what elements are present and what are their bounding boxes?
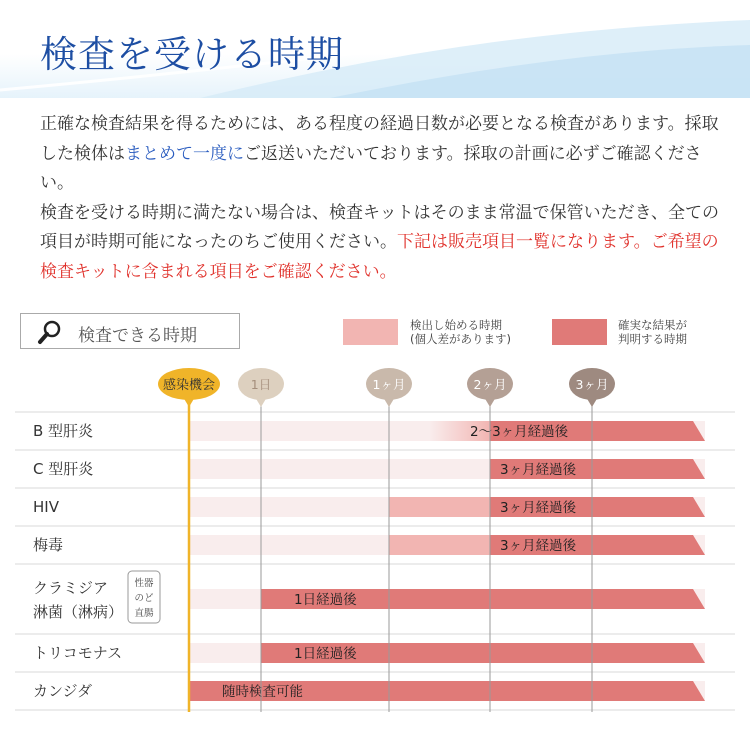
tick-label: 1ヶ月 xyxy=(372,377,406,392)
row-label: 梅毒 xyxy=(33,536,64,554)
bar-label: 3ヶ月経過後 xyxy=(500,538,577,554)
bar-label: 随時検査可能 xyxy=(222,684,303,700)
detect-bar xyxy=(389,535,490,555)
bar-label: 2〜3ヶ月経過後 xyxy=(470,424,569,440)
time-marker-pointer xyxy=(183,397,195,407)
page-title: 検査を受ける時期 xyxy=(40,33,344,76)
time-marker-pointer xyxy=(383,397,395,407)
detect-bar xyxy=(389,497,490,517)
row-label: B 型肝炎 xyxy=(33,422,94,440)
tick-label: 1日 xyxy=(250,377,272,392)
row-label: カンジダ xyxy=(33,682,93,700)
row-label: トリコモナス xyxy=(33,644,123,662)
intro-p2-a: 検査を受ける時期に満たない場合は、検査キットはそのまま常温で保管いただき、全ての項目が時期可能になったのちご使用ください。 xyxy=(40,202,719,252)
period-label: 検査できる時期 xyxy=(78,326,197,346)
row-label: HIV xyxy=(33,498,59,516)
bar-label: 1日経過後 xyxy=(294,646,357,662)
intro-p2-highlight: 下記は販売項目一覧になります。ご希望の検査キットに含まれる項目をご確認ください。 xyxy=(40,232,719,282)
legend-detect-line1: 検出し始める時期 xyxy=(410,318,502,332)
intro-p1-a: 正確な検査結果を得るためには、ある程度の経過日数が必要となる検査があります。採取した検体は xyxy=(40,114,719,164)
tick-label: 感染機会 xyxy=(162,378,216,393)
bar-label: 1日経過後 xyxy=(294,592,357,608)
tick-label: 3ヶ月 xyxy=(575,377,609,392)
intro-p1-b: ご返送いただいております。採取の計画に必ずご確認ください。 xyxy=(40,143,702,193)
time-marker-pointer xyxy=(255,397,267,407)
bar-label: 3ヶ月経過後 xyxy=(500,500,577,516)
intro-p1-highlight: まとめて一度に xyxy=(125,143,244,164)
organ-badge-text: のど xyxy=(134,593,154,604)
organ-badge-text: 直腸 xyxy=(134,608,154,619)
bar-label: 3ヶ月経過後 xyxy=(500,462,577,478)
time-marker-pointer xyxy=(586,397,598,407)
time-marker-pointer xyxy=(484,397,496,407)
legend-detect-line2: (個人差があります) xyxy=(410,332,511,346)
row-label: クラミジア xyxy=(33,579,109,597)
legend-certain-line1: 確実な結果が xyxy=(618,318,687,332)
tick-label: 2ヶ月 xyxy=(473,377,507,392)
organ-badge-text: 性器 xyxy=(134,578,154,589)
legend-certain-line2: 判明する時期 xyxy=(618,332,687,346)
row-label: 淋菌（淋病） xyxy=(33,603,124,621)
row-label: C 型肝炎 xyxy=(33,460,94,478)
